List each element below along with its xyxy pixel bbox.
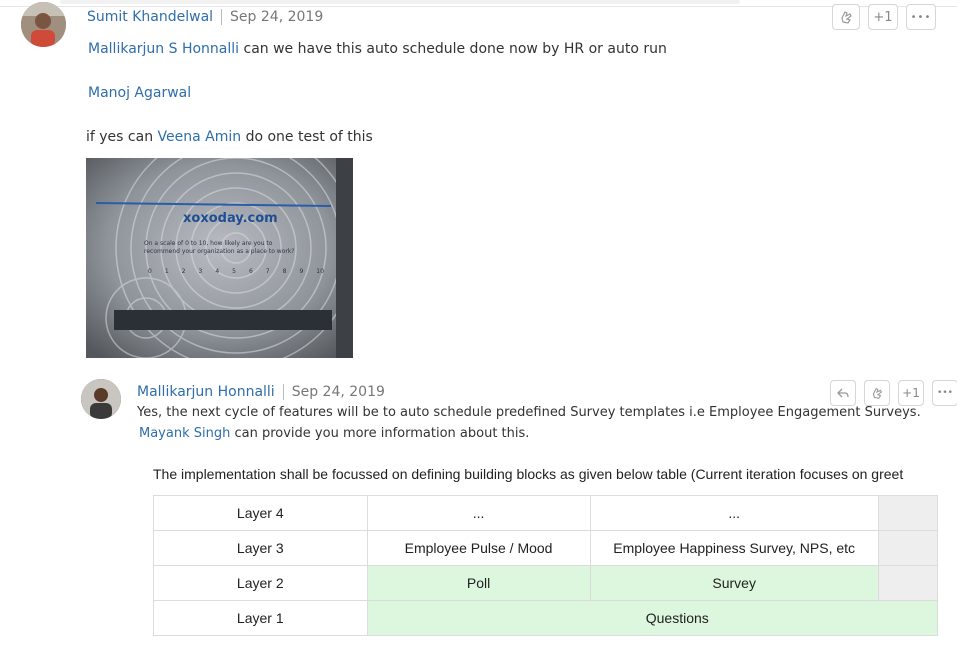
more-button[interactable] bbox=[906, 4, 936, 30]
scale-number: 1 bbox=[164, 268, 169, 275]
comment-meta bbox=[87, 9, 323, 25]
like-button[interactable] bbox=[832, 4, 860, 30]
table-cell bbox=[878, 531, 937, 566]
table-cell: Layer 1 bbox=[154, 601, 368, 636]
horizontal-scrollbar[interactable] bbox=[60, 0, 740, 4]
mention-link[interactable]: Mallikarjun S Honnalli bbox=[88, 41, 240, 57]
table-row bbox=[154, 566, 938, 601]
attachment-question: On a scale of 0 to 10, how likely are you to recommend your organization as a place to work? bbox=[144, 240, 295, 255]
building-blocks-table bbox=[153, 495, 938, 636]
table-cell: Survey bbox=[590, 566, 878, 601]
plus-one-label: +1 bbox=[902, 386, 920, 400]
table-cell bbox=[878, 496, 937, 531]
reply-button[interactable] bbox=[830, 380, 856, 406]
reply-actions bbox=[830, 380, 957, 406]
attachment-scale bbox=[148, 268, 324, 275]
reply-meta bbox=[137, 384, 385, 400]
table-cell: ... bbox=[367, 496, 590, 531]
table-row bbox=[154, 496, 938, 531]
reply-author-name[interactable]: Mallikarjun Honnalli bbox=[137, 384, 275, 400]
plus-one-label: +1 bbox=[873, 9, 893, 25]
table-cell: Layer 2 bbox=[154, 566, 368, 601]
table-cell: Employee Happiness Survey, NPS, etc bbox=[590, 531, 878, 566]
table-cell: Layer 4 bbox=[154, 496, 368, 531]
comment-line-1 bbox=[88, 41, 667, 57]
clap-icon bbox=[870, 386, 884, 400]
scale-number: 7 bbox=[265, 268, 270, 275]
scale-number: 4 bbox=[215, 268, 220, 275]
mention-link[interactable]: Mayank Singh bbox=[139, 426, 231, 441]
reply-text: can provide you more information about this. bbox=[234, 426, 530, 441]
top-divider bbox=[0, 6, 957, 7]
reply-avatar[interactable] bbox=[81, 379, 121, 419]
table-cell: Layer 3 bbox=[154, 531, 368, 566]
comment-text: can we have this auto schedule done now by HR or auto run bbox=[243, 41, 667, 57]
comment-line-3 bbox=[86, 129, 373, 145]
table-cell: ... bbox=[590, 496, 878, 531]
comment-date[interactable]: Sep 24, 2019 bbox=[230, 9, 324, 25]
table-cell: Poll bbox=[367, 566, 590, 601]
comment-text: if yes can bbox=[86, 129, 154, 145]
comment-text: do one test of this bbox=[245, 129, 373, 145]
comment-actions bbox=[832, 4, 936, 30]
more-icon: ••• bbox=[937, 388, 953, 398]
reply-line-1: Yes, the next cycle of features will be to auto schedule predefined Survey templates i.e Employee Engagement Surveys. bbox=[137, 405, 921, 420]
reply-plus-one-button[interactable] bbox=[898, 380, 924, 406]
reply-intro: The implementation shall be focussed on defining building blocks as given below table (Current iteration focuses on greet bbox=[153, 466, 904, 482]
table-row bbox=[154, 531, 938, 566]
scale-number: 5 bbox=[232, 268, 236, 275]
more-icon: ••• bbox=[910, 11, 932, 23]
reply-date[interactable]: Sep 24, 2019 bbox=[291, 384, 385, 400]
table-cell-merged: Questions bbox=[367, 601, 937, 636]
meta-separator bbox=[283, 384, 284, 400]
comment-line-2 bbox=[88, 85, 191, 101]
attachment-image[interactable] bbox=[86, 158, 353, 358]
attachment-site: xoxoday.com bbox=[183, 211, 278, 226]
reply-line-2 bbox=[139, 426, 529, 441]
scale-number: 6 bbox=[248, 268, 253, 275]
clap-icon bbox=[838, 9, 854, 25]
reply-like-button[interactable] bbox=[864, 380, 890, 406]
avatar[interactable] bbox=[21, 2, 66, 47]
table-cell: Employee Pulse / Mood bbox=[367, 531, 590, 566]
scale-number: 0 bbox=[148, 268, 152, 275]
scale-number: 3 bbox=[198, 268, 203, 275]
scale-number: 2 bbox=[181, 268, 186, 275]
plus-one-button[interactable] bbox=[868, 4, 898, 30]
scale-number: 8 bbox=[282, 268, 287, 275]
mention-link[interactable]: Veena Amin bbox=[157, 129, 242, 145]
reply-more-button[interactable] bbox=[932, 380, 957, 406]
meta-separator bbox=[221, 9, 222, 25]
table-row bbox=[154, 601, 938, 636]
table-cell bbox=[878, 566, 937, 601]
mention-link[interactable]: Manoj Agarwal bbox=[88, 85, 192, 101]
author-name[interactable]: Sumit Khandelwal bbox=[87, 9, 214, 25]
scale-number: 10 bbox=[316, 268, 324, 275]
reply-icon bbox=[836, 386, 850, 400]
scale-number: 9 bbox=[299, 268, 304, 275]
